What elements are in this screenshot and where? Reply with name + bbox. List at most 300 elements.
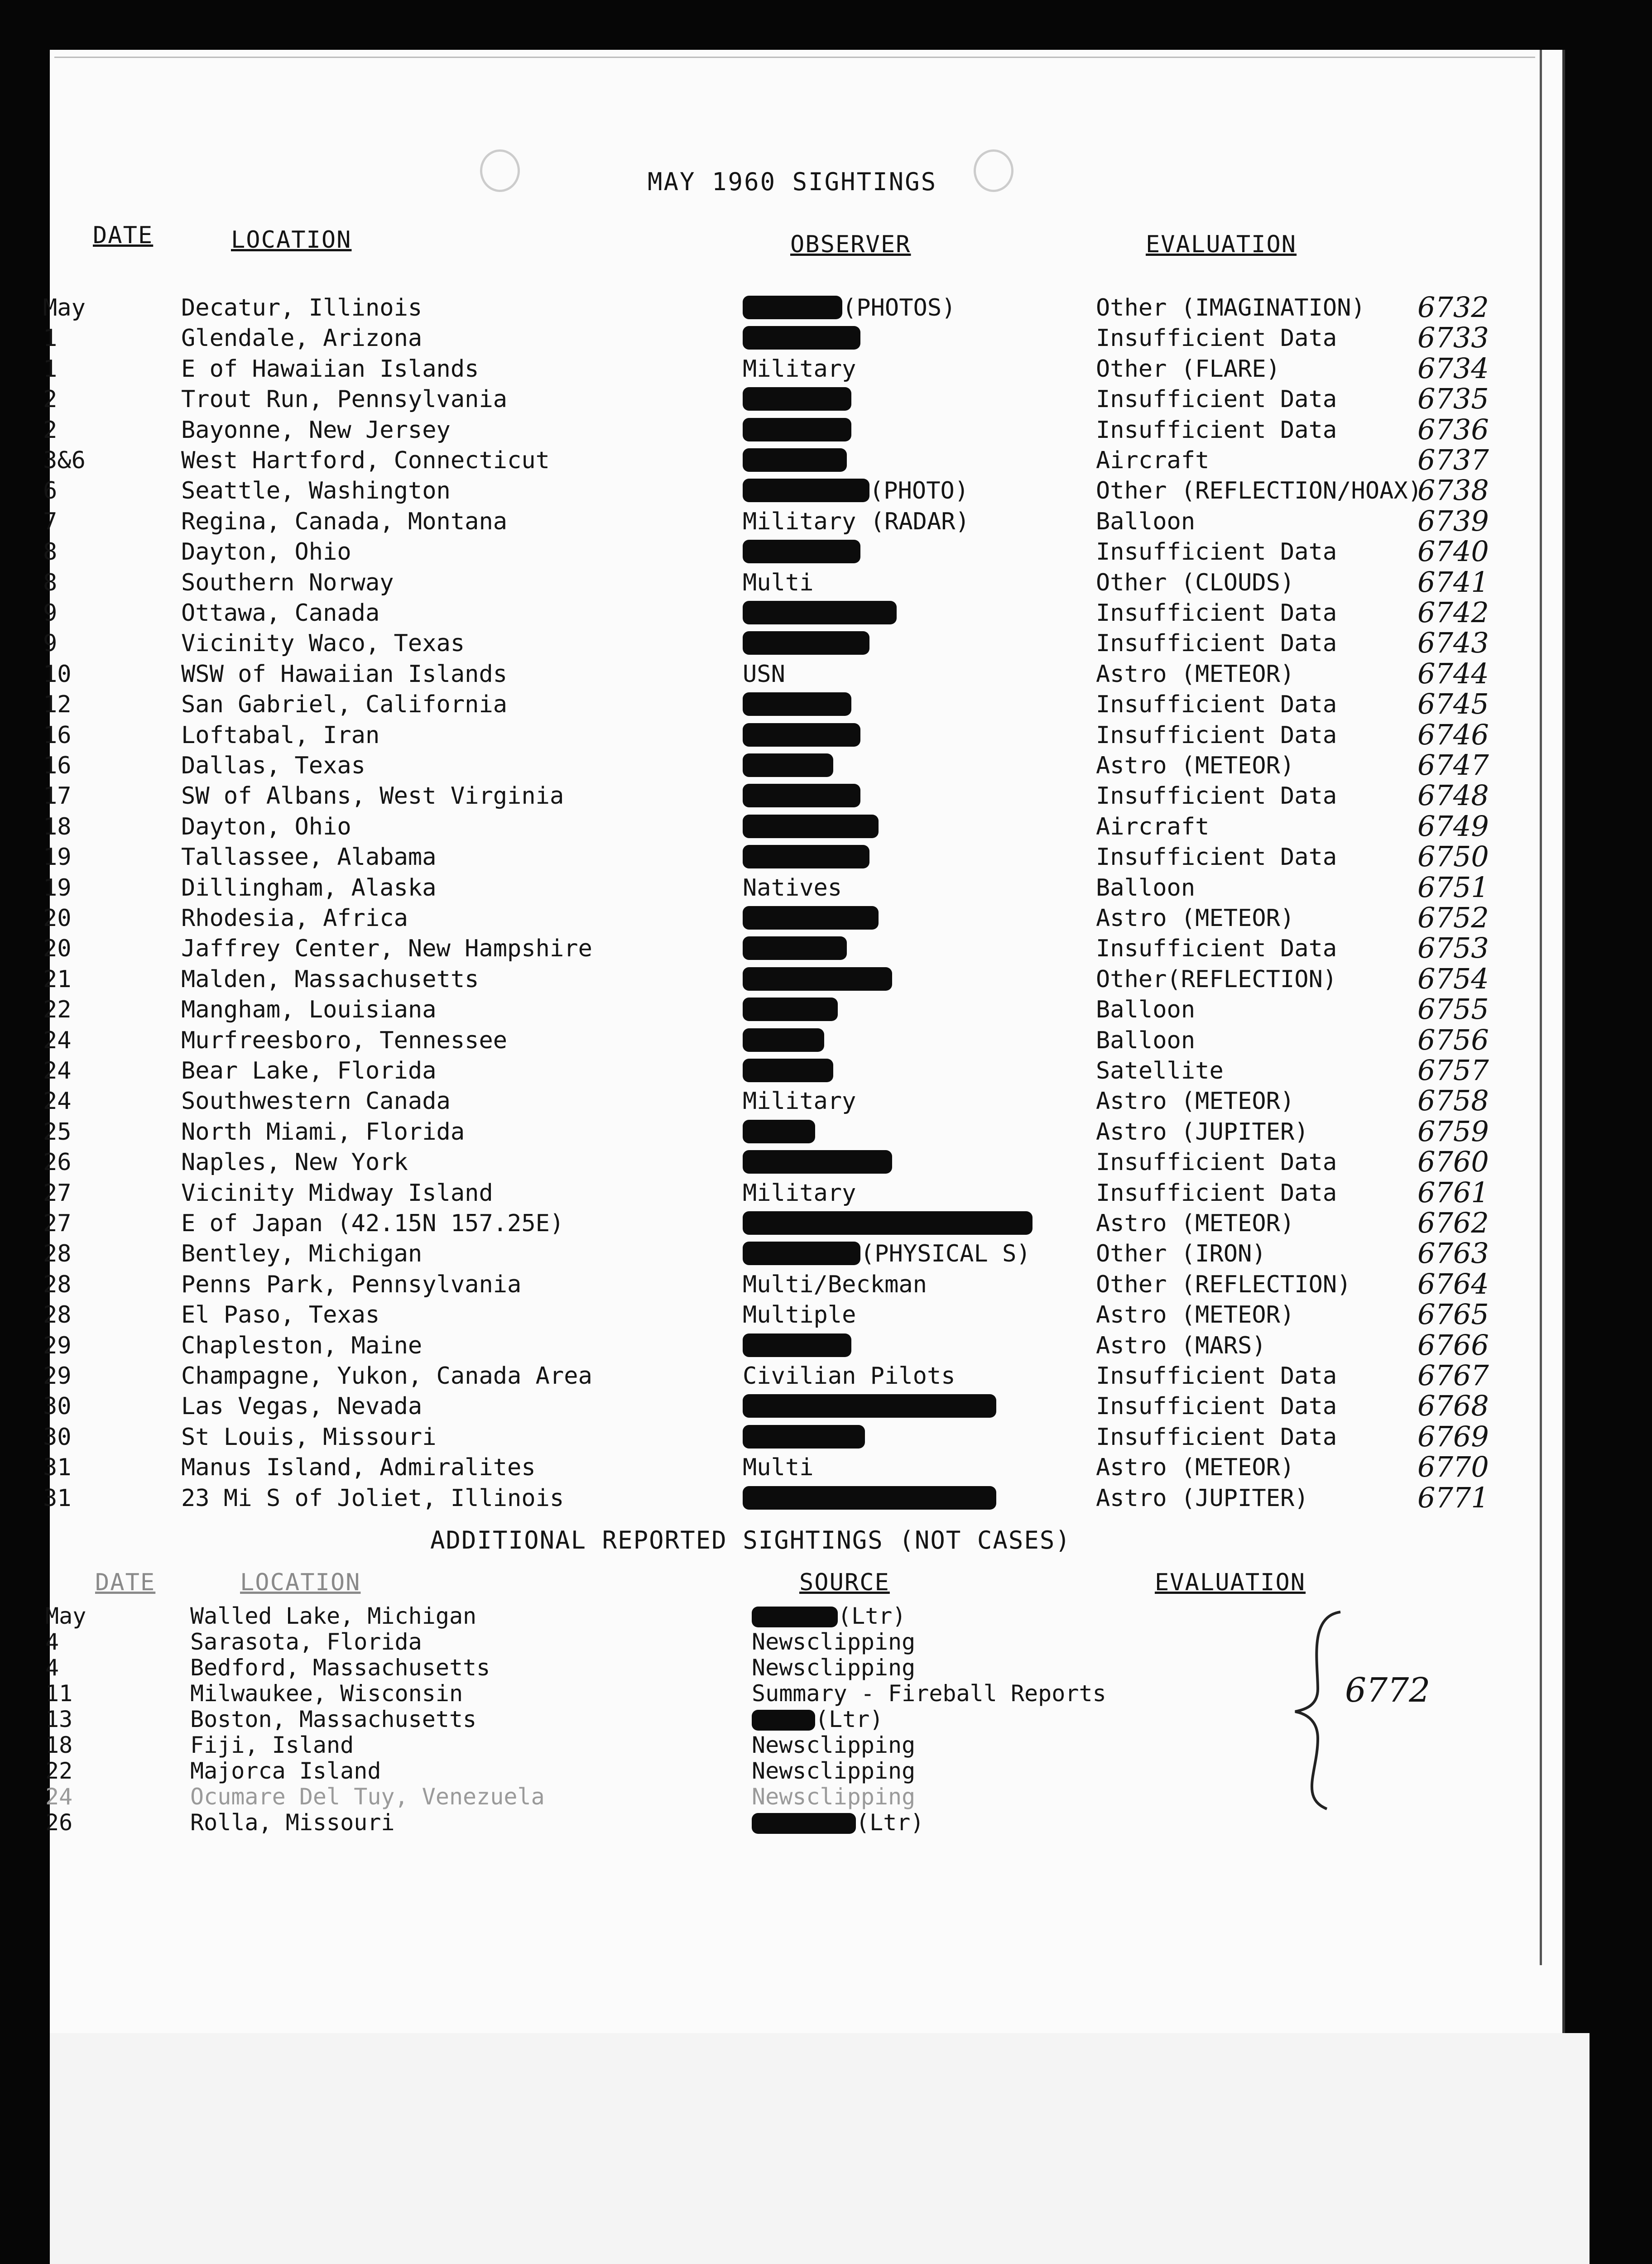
- date-cell: 2: [43, 386, 58, 413]
- observer-text: Multi: [743, 569, 814, 596]
- case-number: 6747: [1417, 748, 1489, 782]
- location-cell: North Miami, Florida: [181, 1118, 465, 1146]
- date-cell: 31: [43, 1484, 72, 1512]
- observer-cell: [743, 905, 879, 932]
- date-cell: 19: [43, 874, 72, 902]
- evaluation-cell: Insufficient Data: [1096, 1149, 1337, 1176]
- header-date: DATE: [93, 222, 154, 249]
- location-cell: Loftabal, Iran: [181, 721, 380, 749]
- observer-cell: [743, 447, 847, 474]
- location-cell: Decatur, Illinois: [181, 294, 423, 321]
- date-cell: 6: [43, 477, 58, 505]
- location-cell: Dayton, Ohio: [181, 813, 351, 840]
- case-number: 6737: [1417, 443, 1489, 476]
- sighting-row: [0, 809, 1513, 844]
- sighting-row: [0, 535, 1513, 569]
- observer-cell: [743, 508, 970, 535]
- redaction-mark: [752, 1710, 815, 1731]
- sighting-row: [0, 1175, 1513, 1210]
- case-number: 6752: [1417, 901, 1489, 934]
- additional-header-evaluation: EVALUATION: [1155, 1569, 1306, 1596]
- location-cell: Bear Lake, Florida: [181, 1057, 437, 1084]
- evaluation-cell: Insufficient Data: [1096, 416, 1337, 444]
- case-number: 6733: [1417, 321, 1489, 355]
- redaction-mark: [743, 692, 851, 716]
- case-number: 6736: [1417, 413, 1489, 446]
- blank-area: [50, 2033, 1590, 2264]
- case-number: 6750: [1417, 840, 1489, 873]
- evaluation-cell: Insufficient Data: [1096, 1423, 1337, 1451]
- date-cell: 30: [43, 1423, 72, 1451]
- observer-text: Civilian Pilots: [743, 1362, 956, 1390]
- sighting-row: [0, 351, 1513, 386]
- date-cell: 30: [43, 1393, 72, 1420]
- sighting-row: [0, 1389, 1513, 1424]
- evaluation-cell: Other (REFLECTION/HOAX): [1096, 477, 1422, 505]
- evaluation-cell: Aircraft: [1096, 447, 1210, 474]
- case-number: 6749: [1417, 809, 1489, 843]
- observer-text: (PHOTOS): [842, 294, 956, 321]
- sighting-row: [0, 413, 1513, 447]
- sighting-row: [0, 1145, 1513, 1180]
- case-number: 6766: [1417, 1328, 1489, 1362]
- case-number: 6734: [1417, 351, 1489, 385]
- date-cell: 9: [43, 600, 58, 627]
- observer-cell: [743, 1301, 856, 1329]
- location-cell: Murfreesboro, Tennessee: [181, 1026, 508, 1054]
- date-cell: 29: [43, 1332, 72, 1359]
- case-number: 6761: [1417, 1175, 1489, 1209]
- case-number: 6741: [1417, 565, 1489, 599]
- redaction-mark: [743, 936, 847, 960]
- additional-title: ADDITIONAL REPORTED SIGHTINGS (NOT CASES): [430, 1526, 1071, 1554]
- date-cell: 8: [43, 569, 58, 596]
- sighting-row: [0, 321, 1513, 355]
- observer-cell: [743, 1118, 815, 1146]
- case-number: 6754: [1417, 962, 1489, 995]
- source-cell: [752, 1758, 915, 1784]
- sighting-row: [0, 1206, 1513, 1241]
- additional-row: [0, 1706, 1513, 1733]
- redaction-mark: [743, 753, 833, 777]
- redaction-mark: [743, 1242, 860, 1265]
- observer-cell: [743, 1180, 856, 1207]
- case-number: 6740: [1417, 535, 1489, 568]
- additional-header-date: DATE: [95, 1569, 156, 1596]
- evaluation-cell: Satellite: [1096, 1057, 1224, 1084]
- observer-cell: [743, 355, 856, 383]
- evaluation-cell: Astro (JUPITER): [1096, 1484, 1309, 1512]
- observer-cell: [743, 417, 851, 444]
- source-cell: [752, 1629, 915, 1655]
- date-cell: 22: [43, 996, 72, 1024]
- date-cell: 12: [43, 691, 72, 719]
- location-cell: Las Vegas, Nevada: [181, 1393, 423, 1420]
- observer-cell: [743, 325, 860, 352]
- observer-cell: [743, 1485, 996, 1512]
- source-text: Newsclipping: [752, 1784, 916, 1810]
- observer-cell: [743, 1027, 824, 1054]
- location-cell: El Paso, Texas: [181, 1301, 380, 1329]
- sighting-row: [0, 779, 1513, 813]
- case-number: 6767: [1417, 1359, 1489, 1392]
- source-text: (Ltr): [838, 1603, 906, 1629]
- observer-cell: [743, 752, 833, 779]
- source-cell: [752, 1655, 915, 1681]
- case-number: 6745: [1417, 687, 1489, 721]
- redaction-mark: [743, 479, 869, 502]
- redaction-mark: [743, 1150, 892, 1174]
- location-cell: Mangham, Louisiana: [181, 996, 437, 1024]
- location-cell: 23 Mi S of Joliet, Illinois: [181, 1484, 564, 1512]
- sighting-row: [0, 1023, 1513, 1058]
- observer-cell: [743, 1332, 851, 1359]
- case-number: 6751: [1417, 870, 1489, 904]
- date-cell: 31: [43, 1454, 72, 1482]
- redaction-mark: [743, 967, 892, 991]
- redaction-mark: [743, 845, 869, 868]
- sighting-row: [0, 657, 1513, 691]
- sighting-row: [0, 993, 1513, 1027]
- evaluation-cell: Insufficient Data: [1096, 721, 1337, 749]
- additional-header-location: LOCATION: [240, 1569, 361, 1596]
- evaluation-cell: Insufficient Data: [1096, 935, 1337, 963]
- sighting-row: [0, 1481, 1513, 1516]
- sighting-row: [0, 474, 1513, 508]
- date-cell: 4: [45, 1629, 59, 1655]
- sighting-row: [0, 1084, 1513, 1118]
- additional-row: [0, 1732, 1513, 1759]
- redaction-mark: [743, 1120, 815, 1143]
- case-number: 6765: [1417, 1298, 1489, 1331]
- case-number: 6735: [1417, 382, 1489, 416]
- observer-cell: [743, 1149, 892, 1176]
- sighting-row: [0, 382, 1513, 417]
- observer-cell: [743, 722, 860, 749]
- location-cell: WSW of Hawaiian Islands: [181, 660, 508, 688]
- sighting-row: [0, 1237, 1513, 1271]
- source-cell: [752, 1809, 924, 1836]
- date-cell: 16: [43, 721, 72, 749]
- page-title: MAY 1960 SIGHTINGS: [648, 168, 937, 196]
- evaluation-cell: Other (IRON): [1096, 1240, 1266, 1268]
- sighting-row: [0, 443, 1513, 478]
- sighting-row: [0, 291, 1513, 325]
- date-cell: 22: [45, 1758, 73, 1784]
- additional-row: [0, 1784, 1513, 1811]
- evaluation-cell: Insufficient Data: [1096, 1362, 1337, 1390]
- evaluation-cell: Insufficient Data: [1096, 386, 1337, 413]
- location-cell: Rhodesia, Africa: [181, 905, 408, 932]
- date-cell: 24: [43, 1057, 72, 1084]
- additional-row: [0, 1809, 1513, 1837]
- evaluation-cell: Astro (METEOR): [1096, 1454, 1295, 1482]
- observer-cell: [743, 538, 860, 566]
- date-cell: 28: [43, 1271, 72, 1298]
- location-cell: Ottawa, Canada: [181, 600, 380, 627]
- sighting-row: [0, 596, 1513, 630]
- date-cell: 9: [43, 630, 58, 657]
- location-cell: Seattle, Washington: [181, 477, 451, 505]
- observer-cell: [743, 1362, 956, 1390]
- date-cell: 16: [43, 752, 72, 779]
- redaction-mark: [743, 1486, 996, 1510]
- sighting-row: [0, 1114, 1513, 1149]
- location-cell: Malden, Massachusetts: [181, 965, 479, 993]
- case-number: 6756: [1417, 1023, 1489, 1056]
- date-cell: May: [43, 294, 86, 321]
- additional-row: [0, 1629, 1513, 1656]
- observer-cell: [743, 386, 851, 413]
- observer-cell: [743, 661, 785, 688]
- observer-text: Multiple: [743, 1301, 856, 1329]
- date-cell: 17: [43, 782, 72, 810]
- redaction-mark: [743, 1211, 1032, 1235]
- observer-cell: [743, 996, 838, 1023]
- sighting-row: [0, 1328, 1513, 1363]
- case-number: 6748: [1417, 779, 1489, 812]
- observer-text: Military: [743, 1088, 856, 1115]
- redaction-mark: [743, 540, 860, 563]
- observer-cell: [743, 782, 860, 810]
- redaction-mark: [743, 723, 860, 747]
- date-cell: 18: [45, 1732, 73, 1758]
- case-number: 6764: [1417, 1267, 1489, 1300]
- date-cell: 19: [43, 844, 72, 871]
- location-cell: Walled Lake, Michigan: [190, 1603, 477, 1629]
- location-cell: San Gabriel, California: [181, 691, 508, 719]
- date-cell: 27: [43, 1179, 72, 1207]
- punch-hole: [974, 149, 1013, 192]
- sighting-row: [0, 687, 1513, 722]
- location-cell: Naples, New York: [181, 1149, 408, 1176]
- sighting-row: [0, 1420, 1513, 1454]
- location-cell: Chapleston, Maine: [181, 1332, 423, 1359]
- location-cell: E of Japan (42.15N 157.25E): [181, 1210, 564, 1237]
- sighting-row: [0, 565, 1513, 600]
- evaluation-cell: Balloon: [1096, 1026, 1196, 1054]
- observer-cell: [743, 1424, 865, 1451]
- observer-cell: [743, 1057, 833, 1084]
- additional-row: [0, 1680, 1513, 1708]
- location-cell: Dayton, Ohio: [181, 538, 351, 566]
- date-cell: 1: [43, 325, 58, 352]
- location-cell: Dallas, Texas: [181, 752, 365, 779]
- redaction-mark: [743, 1394, 996, 1418]
- date-cell: 13: [45, 1706, 73, 1732]
- evaluation-cell: Aircraft: [1096, 813, 1210, 840]
- redaction-mark: [743, 601, 897, 624]
- case-number: 6757: [1417, 1054, 1489, 1087]
- date-cell: 7: [43, 508, 58, 535]
- source-text: Newsclipping: [752, 1629, 916, 1655]
- observer-text: USN: [743, 660, 785, 688]
- location-cell: Manus Island, Admiralites: [181, 1454, 536, 1482]
- observer-cell: [743, 813, 879, 840]
- additional-header-source: SOURCE: [799, 1569, 890, 1596]
- case-number: 6753: [1417, 931, 1489, 965]
- evaluation-cell: Astro (METEOR): [1096, 1088, 1295, 1115]
- evaluation-cell: Astro (METEOR): [1096, 1210, 1295, 1237]
- evaluation-cell: Astro (METEOR): [1096, 905, 1295, 932]
- evaluation-cell: Insufficient Data: [1096, 325, 1337, 352]
- sighting-row: [0, 1359, 1513, 1393]
- case-number: 6742: [1417, 596, 1489, 629]
- location-cell: Bedford, Massachusetts: [190, 1655, 490, 1681]
- location-cell: Fiji, Island: [190, 1732, 354, 1758]
- observer-cell: [743, 874, 842, 902]
- date-cell: 21: [43, 965, 72, 993]
- date-cell: 28: [43, 1301, 72, 1329]
- redaction-mark: [743, 784, 860, 807]
- observer-cell: [743, 569, 814, 596]
- location-cell: Vicinity Waco, Texas: [181, 630, 465, 657]
- sighting-row: [0, 626, 1513, 661]
- case-number: 6746: [1417, 718, 1489, 751]
- observer-cell: [743, 630, 869, 657]
- sighting-row: [0, 1054, 1513, 1088]
- evaluation-cell: Other (CLOUDS): [1096, 569, 1295, 596]
- case-number: 6744: [1417, 657, 1489, 690]
- observer-text: Multi/Beckman: [743, 1271, 927, 1298]
- location-cell: Boston, Massachusetts: [190, 1706, 477, 1732]
- case-number: 6768: [1417, 1389, 1489, 1423]
- date-cell: 24: [43, 1088, 72, 1115]
- redaction-mark: [743, 631, 869, 655]
- redaction-mark: [743, 1028, 824, 1052]
- case-number: 6763: [1417, 1237, 1489, 1270]
- case-number: 6760: [1417, 1145, 1489, 1179]
- redaction-mark: [743, 1333, 851, 1357]
- page-edge: [54, 57, 1535, 58]
- brace-mark: [1291, 1607, 1349, 1816]
- redaction-mark: [743, 448, 847, 472]
- sighting-row: [0, 870, 1513, 905]
- location-cell: Sarasota, Florida: [190, 1629, 422, 1655]
- date-cell: 28: [43, 1240, 72, 1268]
- location-cell: Regina, Canada, Montana: [181, 508, 508, 535]
- evaluation-cell: Balloon: [1096, 508, 1196, 535]
- additional-row: [0, 1758, 1513, 1785]
- source-cell: [752, 1603, 906, 1629]
- evaluation-cell: Insufficient Data: [1096, 538, 1337, 566]
- case-number: 6770: [1417, 1450, 1489, 1484]
- evaluation-cell: Astro (JUPITER): [1096, 1118, 1309, 1146]
- observer-cell: [743, 844, 869, 871]
- observer-cell: [743, 1240, 1031, 1267]
- case-number: 6759: [1417, 1114, 1489, 1148]
- evaluation-cell: Other (REFLECTION): [1096, 1271, 1351, 1298]
- sighting-row: [0, 504, 1513, 539]
- redaction-mark: [743, 998, 838, 1021]
- case-number: 6732: [1417, 291, 1489, 324]
- observer-text: Military: [743, 1179, 856, 1207]
- case-number: 6743: [1417, 626, 1489, 660]
- source-cell: [752, 1732, 915, 1758]
- date-cell: 10: [43, 660, 72, 688]
- sighting-row: [0, 1267, 1513, 1302]
- date-cell: 1: [43, 355, 58, 383]
- case-number: 6758: [1417, 1084, 1489, 1118]
- location-cell: Ocumare Del Tuy, Venezuela: [190, 1784, 545, 1810]
- case-number: 6762: [1417, 1206, 1489, 1239]
- date-cell: 25: [43, 1118, 72, 1146]
- observer-text: Multi: [743, 1454, 814, 1482]
- additional-row: [0, 1603, 1513, 1630]
- evaluation-cell: Other (IMAGINATION): [1096, 294, 1365, 321]
- evaluation-cell: Balloon: [1096, 874, 1196, 902]
- observer-cell: [743, 935, 847, 962]
- header-location: LOCATION: [231, 226, 352, 254]
- location-cell: Penns Park, Pennsylvania: [181, 1271, 522, 1298]
- location-cell: Bayonne, New Jersey: [181, 416, 451, 444]
- redaction-mark: [743, 387, 851, 411]
- date-cell: 20: [43, 935, 72, 963]
- evaluation-cell: Balloon: [1096, 996, 1196, 1024]
- location-cell: Majorca Island: [190, 1758, 381, 1784]
- location-cell: Rolla, Missouri: [190, 1809, 395, 1836]
- sighting-row: [0, 901, 1513, 935]
- date-cell: 3&6: [43, 447, 86, 474]
- date-cell: 27: [43, 1210, 72, 1237]
- location-cell: Dillingham, Alaska: [181, 874, 437, 902]
- redaction-mark: [743, 815, 879, 838]
- evaluation-cell: Insufficient Data: [1096, 844, 1337, 871]
- location-cell: Southern Norway: [181, 569, 394, 596]
- redaction-mark: [743, 1059, 833, 1082]
- location-cell: St Louis, Missouri: [181, 1423, 437, 1451]
- additional-row: [0, 1655, 1513, 1682]
- sighting-row: [0, 1450, 1513, 1485]
- observer-text: Natives: [743, 874, 842, 902]
- redaction-mark: [743, 296, 842, 319]
- redaction-mark: [743, 1425, 865, 1449]
- date-cell: 18: [43, 813, 72, 840]
- evaluation-cell: Insufficient Data: [1096, 1179, 1337, 1207]
- source-text: Newsclipping: [752, 1758, 916, 1784]
- redaction-mark: [743, 906, 879, 930]
- sighting-row: [0, 931, 1513, 966]
- evaluation-cell: Astro (MARS): [1096, 1332, 1266, 1359]
- source-cell: [752, 1680, 1106, 1707]
- location-cell: E of Hawaiian Islands: [181, 355, 479, 383]
- location-cell: Vicinity Midway Island: [181, 1179, 493, 1207]
- evaluation-cell: Astro (METEOR): [1096, 752, 1295, 779]
- source-cell: [752, 1706, 884, 1732]
- date-cell: 8: [43, 538, 58, 566]
- location-cell: Champagne, Yukon, Canada Area: [181, 1362, 592, 1390]
- location-cell: Glendale, Arizona: [181, 325, 423, 352]
- source-text: (Ltr): [815, 1706, 884, 1732]
- case-number: 6769: [1417, 1420, 1489, 1453]
- case-number: 6755: [1417, 993, 1489, 1026]
- observer-text: Military: [743, 355, 856, 383]
- date-cell: 2: [43, 416, 58, 444]
- evaluation-cell: Insufficient Data: [1096, 600, 1337, 627]
- location-cell: Southwestern Canada: [181, 1088, 451, 1115]
- source-text: Newsclipping: [752, 1655, 916, 1681]
- source-text: (Ltr): [856, 1809, 924, 1836]
- date-cell: 20: [43, 905, 72, 932]
- observer-text: Military (RADAR): [743, 508, 970, 535]
- observer-cell: [743, 1454, 814, 1481]
- location-cell: Bentley, Michigan: [181, 1240, 423, 1268]
- location-cell: Milwaukee, Wisconsin: [190, 1680, 463, 1707]
- evaluation-cell: Astro (METEOR): [1096, 1301, 1295, 1329]
- source-text: Summary - Fireball Reports: [752, 1680, 1106, 1707]
- date-cell: 11: [45, 1680, 73, 1707]
- observer-cell: [743, 1271, 927, 1298]
